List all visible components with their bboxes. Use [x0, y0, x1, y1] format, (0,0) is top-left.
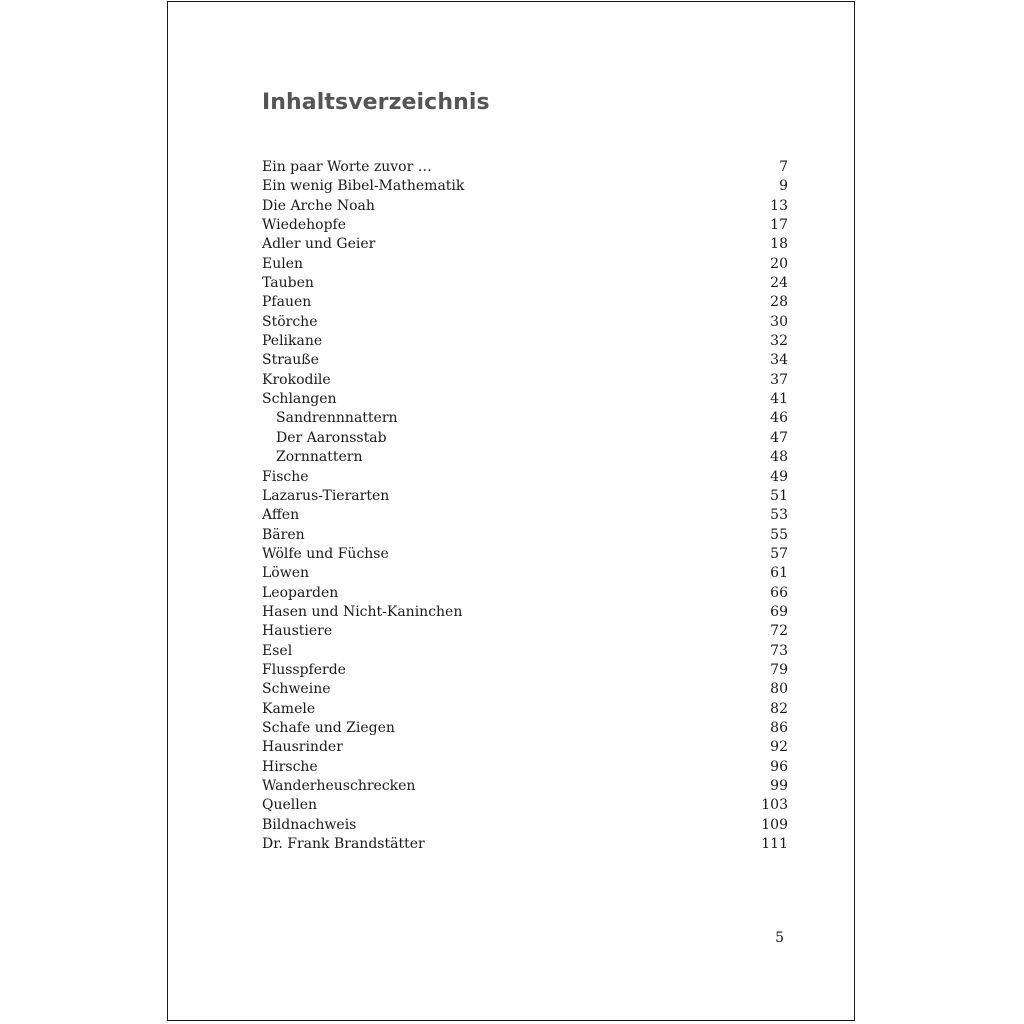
toc-entry — [262, 333, 788, 352]
toc-entry-page: 66 — [770, 584, 788, 601]
toc-entry-title: Hirsche — [262, 758, 318, 775]
toc-entry — [262, 604, 788, 623]
toc-entry — [262, 469, 788, 488]
toc-entry-page: 111 — [761, 836, 788, 853]
toc-entry-title: Adler und Geier — [262, 236, 376, 253]
toc-entry — [262, 488, 788, 507]
toc-entry-page: 9 — [779, 178, 788, 195]
toc-entry-title: Quellen — [262, 797, 318, 814]
toc-entry-title: Schlangen — [262, 391, 337, 408]
toc-entry — [262, 256, 788, 275]
toc-entry-page: 34 — [770, 352, 788, 369]
toc-entry-title: Kamele — [262, 700, 316, 717]
page-number: 5 — [775, 930, 784, 946]
toc-entry-page: 51 — [770, 487, 788, 504]
toc-entry — [262, 720, 788, 739]
toc-entry-title: Tauben — [262, 275, 314, 292]
toc-entry — [262, 797, 788, 816]
toc-subentry — [262, 449, 788, 468]
toc-entry — [262, 372, 788, 391]
toc-entry-title: Fische — [262, 468, 309, 485]
toc-entry-page: 49 — [770, 468, 788, 485]
toc-entry — [262, 778, 788, 797]
toc-entry-page: 82 — [770, 700, 788, 717]
toc-entry-page: 86 — [770, 719, 788, 736]
toc-entry — [262, 275, 788, 294]
toc-subentry — [262, 410, 788, 429]
table-of-contents — [262, 159, 788, 855]
toc-entry-page: 103 — [761, 797, 788, 814]
toc-entry-page: 18 — [770, 236, 788, 253]
toc-entry-title: Zornnattern — [276, 449, 363, 466]
toc-entry-title: Hasen und Nicht-Kaninchen — [262, 603, 463, 620]
toc-entry — [262, 701, 788, 720]
toc-entry — [262, 217, 788, 236]
toc-entry-page: 55 — [770, 526, 788, 543]
toc-entry-page: 47 — [770, 429, 788, 446]
toc-entry — [262, 623, 788, 642]
toc-entry-page: 73 — [770, 642, 788, 659]
toc-entry-title: Flusspferde — [262, 661, 346, 678]
toc-entry-title: Bären — [262, 526, 305, 543]
toc-entry-page: 80 — [770, 681, 788, 698]
toc-entry-title: Eulen — [262, 255, 304, 272]
toc-entry — [262, 198, 788, 217]
toc-entry — [262, 836, 788, 855]
toc-entry — [262, 739, 788, 758]
toc-entry — [262, 527, 788, 546]
toc-entry — [262, 391, 788, 410]
toc-entry — [262, 507, 788, 526]
toc-entry-title: Sandrennnattern — [276, 410, 398, 427]
toc-entry-title: Pelikane — [262, 333, 323, 350]
toc-entry-title: Störche — [262, 313, 318, 330]
toc-entry-page: 41 — [770, 391, 788, 408]
toc-entry-title: Hausrinder — [262, 739, 343, 756]
toc-entry-title: Krokodile — [262, 371, 331, 388]
toc-subentry — [262, 430, 788, 449]
document-page — [167, 1, 855, 1021]
toc-entry-title: Lazarus-Tierarten — [262, 487, 390, 504]
toc-entry-title: Pfauen — [262, 294, 312, 311]
toc-entry — [262, 314, 788, 333]
toc-entry-title: Haustiere — [262, 623, 333, 640]
toc-entry-title: Wiedehopfe — [262, 217, 347, 234]
toc-entry-page: 57 — [770, 545, 788, 562]
toc-entry-page: 37 — [770, 371, 788, 388]
toc-entry-page: 53 — [770, 507, 788, 524]
toc-entry-page: 24 — [770, 275, 788, 292]
toc-entry — [262, 236, 788, 255]
toc-entry-title: Esel — [262, 642, 293, 659]
toc-entry-title: Schweine — [262, 681, 331, 698]
toc-entry-page: 32 — [770, 333, 788, 350]
toc-entry-page: 20 — [770, 255, 788, 272]
toc-entry-title: Strauße — [262, 352, 319, 369]
toc-entry — [262, 565, 788, 584]
toc-entry-title: Leoparden — [262, 584, 339, 601]
toc-entry — [262, 294, 788, 313]
toc-entry-title: Der Aaronsstab — [276, 429, 387, 446]
toc-entry-page: 79 — [770, 661, 788, 678]
toc-entry-page: 96 — [770, 758, 788, 775]
toc-entry-page: 46 — [770, 410, 788, 427]
toc-entry — [262, 817, 788, 836]
toc-entry — [262, 681, 788, 700]
toc-entry-title: Dr. Frank Brandstätter — [262, 836, 425, 853]
toc-entry — [262, 352, 788, 371]
toc-entry-page: 30 — [770, 313, 788, 330]
toc-entry — [262, 759, 788, 778]
toc-entry-title: Bildnachweis — [262, 816, 357, 833]
toc-entry-page: 7 — [779, 159, 788, 175]
toc-entry-title: Ein paar Worte zuvor … — [262, 159, 432, 175]
toc-entry — [262, 585, 788, 604]
toc-entry — [262, 178, 788, 197]
toc-entry-page: 92 — [770, 739, 788, 756]
toc-entry-page: 17 — [770, 217, 788, 234]
toc-entry — [262, 159, 788, 178]
toc-entry — [262, 643, 788, 662]
page-title: Inhaltsverzeichnis — [262, 90, 490, 115]
toc-entry — [262, 662, 788, 681]
toc-entry-page: 48 — [770, 449, 788, 466]
toc-entry-page: 28 — [770, 294, 788, 311]
toc-entry-page: 69 — [770, 603, 788, 620]
toc-entry-title: Wanderheuschrecken — [262, 778, 416, 794]
toc-entry-page: 61 — [770, 565, 788, 582]
toc-entry-title: Affen — [262, 507, 300, 524]
toc-entry-title: Die Arche Noah — [262, 197, 375, 214]
toc-entry-title: Löwen — [262, 565, 310, 582]
toc-entry-page: 109 — [761, 816, 788, 833]
toc-entry-page: 13 — [770, 197, 788, 214]
toc-entry-title: Wölfe und Füchse — [262, 545, 389, 562]
toc-entry-page: 72 — [770, 623, 788, 640]
toc-entry-title: Ein wenig Bibel-Mathematik — [262, 178, 465, 195]
toc-entry-title: Schafe und Ziegen — [262, 719, 395, 736]
toc-entry-page: 99 — [770, 778, 788, 794]
toc-entry — [262, 546, 788, 565]
